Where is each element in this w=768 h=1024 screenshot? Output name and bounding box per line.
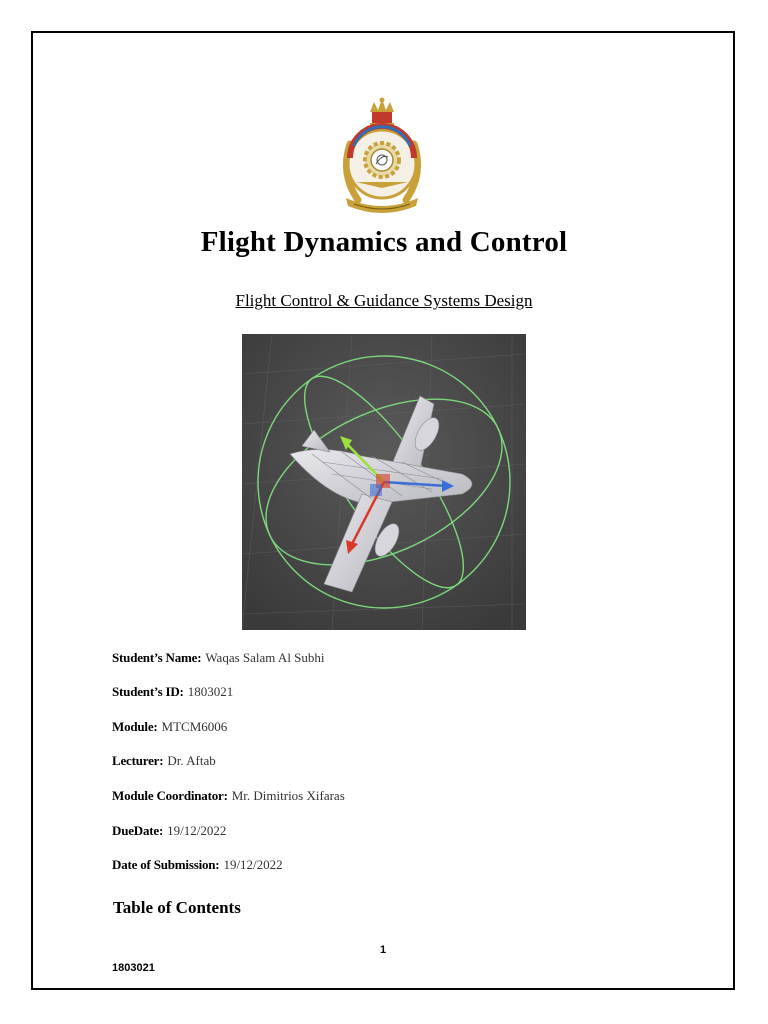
footer-student-id: 1803021 xyxy=(112,962,155,974)
due-date-label: DueDate: xyxy=(112,823,164,838)
module-label: Module: xyxy=(112,719,158,734)
student-id-value: 1803021 xyxy=(187,684,234,699)
module-coordinator-row xyxy=(112,788,345,804)
lecturer-value: Dr. Aftab xyxy=(167,753,216,768)
student-name-row xyxy=(112,650,325,666)
module-value: MTCM6006 xyxy=(161,719,228,734)
airplane-model-figure xyxy=(242,334,526,630)
module-coordinator-label: Module Coordinator: xyxy=(112,788,228,803)
module-coordinator-value: Mr. Dimitrios Xifaras xyxy=(231,788,345,803)
page-number: 1 xyxy=(380,944,387,956)
submission-date-label: Date of Submission: xyxy=(112,857,220,872)
document-subtitle: Flight Control & Guidance Systems Design xyxy=(235,291,533,310)
due-date-row xyxy=(112,823,226,839)
table-of-contents-heading: Table of Contents xyxy=(113,898,241,917)
due-date-value: 19/12/2022 xyxy=(167,823,227,838)
student-id-label: Student’s ID: xyxy=(112,684,184,699)
university-emblem-icon xyxy=(332,96,432,220)
student-id-row xyxy=(112,684,233,700)
lecturer-row xyxy=(112,753,216,769)
airplane-mesh-icon xyxy=(242,334,526,630)
student-name-label: Student’s Name: xyxy=(112,650,202,665)
student-name-value: Waqas Salam Al Subhi xyxy=(205,650,325,665)
document-title: Flight Dynamics and Control xyxy=(200,226,568,258)
lecturer-label: Lecturer: xyxy=(112,753,164,768)
module-row xyxy=(112,719,227,735)
submission-date-value: 19/12/2022 xyxy=(223,857,283,872)
submission-date-row xyxy=(112,857,283,873)
